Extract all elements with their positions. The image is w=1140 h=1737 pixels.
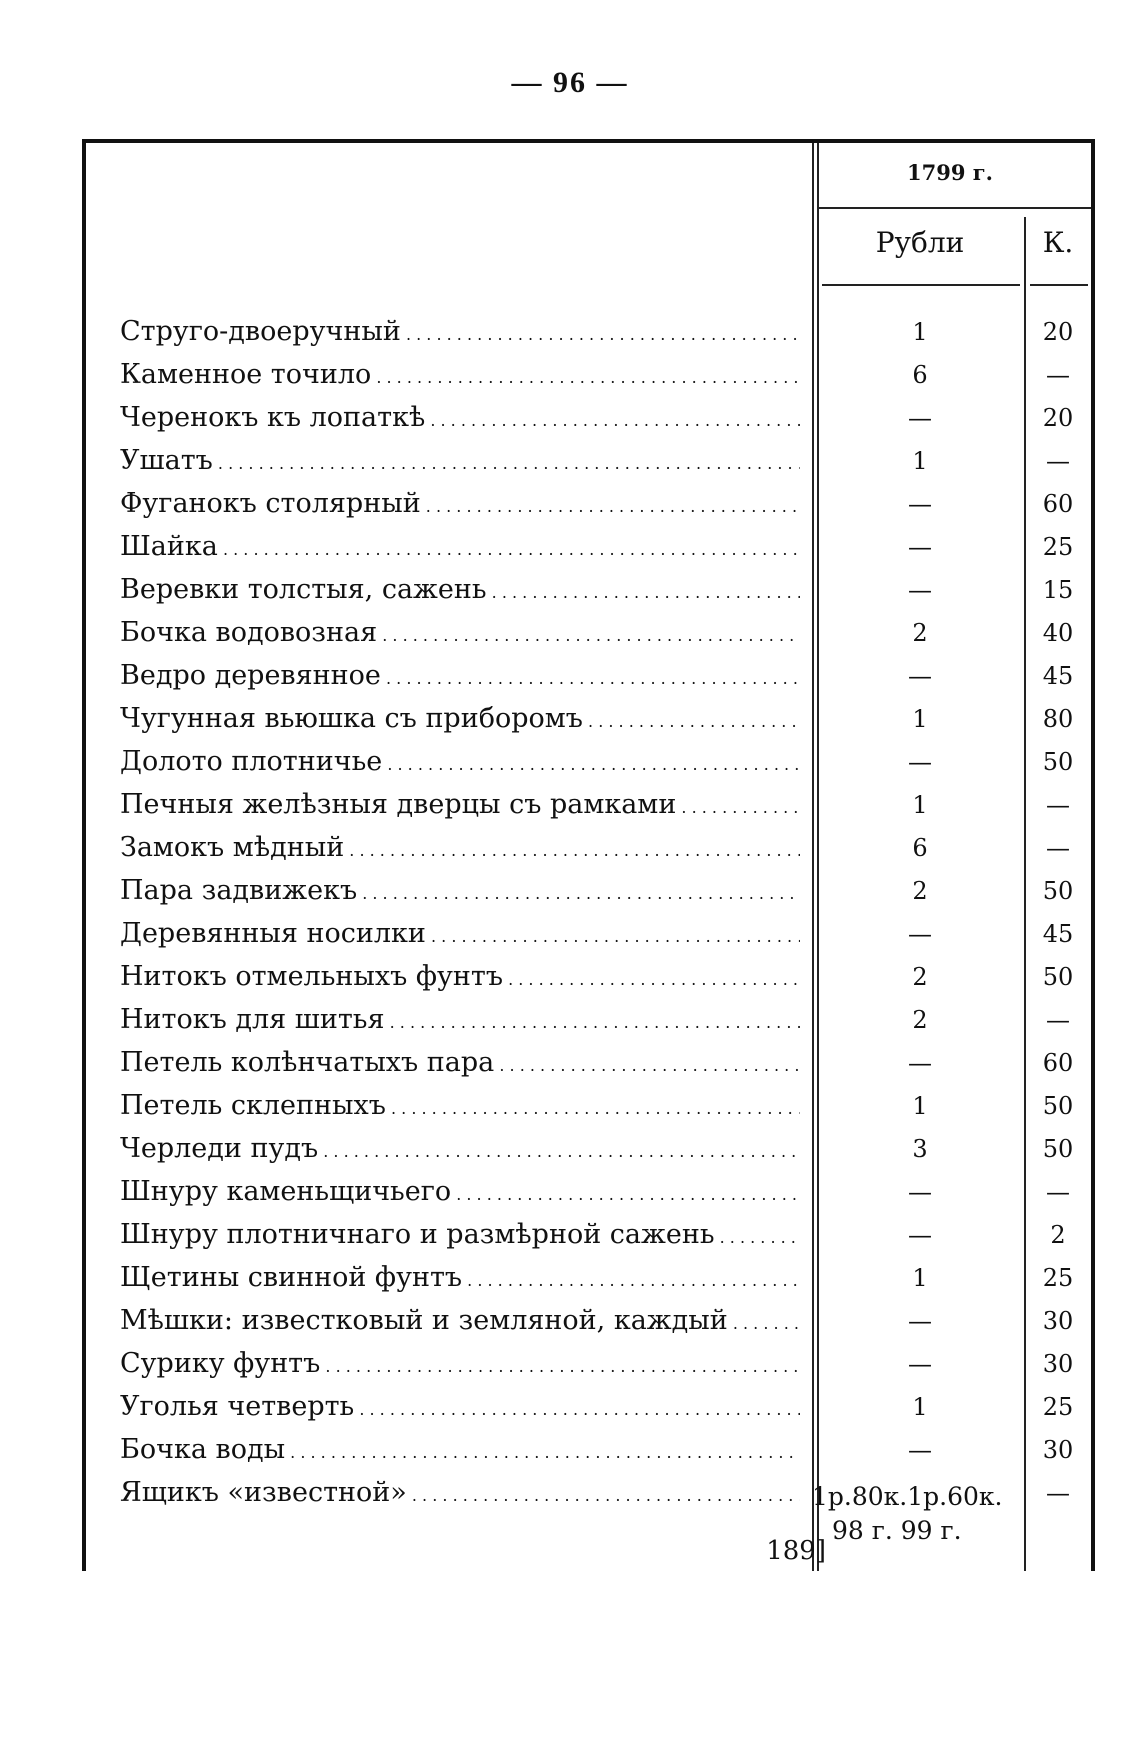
item-kopeks: 15 [1042,576,1074,604]
table-row [0,959,1140,1002]
table-row [0,1389,1140,1432]
item-kopeks: 45 [1042,920,1074,948]
item-kopeks: 30 [1042,1350,1074,1378]
item-name: Печныя желѣзныя дверцы съ рамками . . . [120,787,800,826]
item-name: Щетины свинной фунтъ . . . [120,1260,800,1299]
footnote-reference: 189] [766,1536,826,1566]
item-rubles: — [908,1221,932,1249]
item-kopeks: 25 [1042,533,1074,561]
table-top-border [82,139,1095,143]
item-name: Шнуру плотничнаго и размѣрной сажень . . . [120,1217,800,1256]
item-kopeks: 50 [1042,963,1074,991]
item-rubles: — [908,1350,932,1378]
table-row [0,1088,1140,1131]
item-kopeks: 60 [1042,490,1074,518]
item-kopeks: 40 [1042,619,1074,647]
table-row [0,787,1140,830]
item-name: Бочка водовозная . . . [120,615,800,654]
table-row [0,873,1140,916]
item-name: Деревянныя носилки . . . [120,916,800,955]
header-underline-kop [1030,284,1088,286]
table-row [0,1131,1140,1174]
item-name: Нитокъ для шитья . . . [120,1002,800,1041]
item-kopeks: — [1046,834,1070,862]
item-name: Мѣшки: известковый и земляной, каждый . . . [120,1303,800,1342]
table-row [0,1002,1140,1045]
table-row [0,572,1140,615]
item-name: Пара задвижекъ . . . [120,873,800,912]
item-name: Петель колѣнчатыхъ пара . . . [120,1045,800,1084]
table-row [0,1174,1140,1217]
last-row-prices: 1р.80к.1р.60к. [812,1482,1003,1511]
item-name: Черледи пудъ . . . [120,1131,800,1170]
item-name: Веревки толстыя, сажень . . . [120,572,800,611]
table-row [0,529,1140,572]
item-rubles: 2 [912,1006,928,1034]
item-name: Замокъ мѣдный . . . [120,830,800,869]
rubles-header: Рубли [875,226,965,259]
item-rubles: — [908,490,932,518]
item-rubles: 1 [912,447,928,475]
item-rubles: — [908,1178,932,1206]
item-kopeks: 50 [1042,1135,1074,1163]
table-row [0,1346,1140,1389]
item-name: Петель склепныхъ . . . [120,1088,800,1127]
page-number: — 96 — [511,66,629,99]
item-rubles: — [908,1049,932,1077]
year-underline [818,207,1091,209]
table-row [0,615,1140,658]
item-name: Шнуру каменьщичьего . . . [120,1174,800,1213]
last-row-years: 98 г. 99 г. [832,1516,962,1545]
item-name: Фуганокъ столярный . . . [120,486,800,525]
table-row [0,1045,1140,1088]
item-name: Ушатъ . . . [120,443,800,482]
item-rubles: — [908,748,932,776]
item-kopeks: 80 [1042,705,1074,733]
item-rubles: 1 [912,1393,928,1421]
item-kopeks: 20 [1042,318,1074,346]
item-rubles: 3 [912,1135,928,1163]
year-header: 1799 г. [907,160,993,185]
table-row [0,701,1140,744]
item-name: Шайка . . . [120,529,800,568]
table-row [0,1260,1140,1303]
item-kopeks: 45 [1042,662,1074,690]
item-rubles: 1 [912,791,928,819]
item-kopeks: 50 [1042,1092,1074,1120]
item-rubles: 1 [912,705,928,733]
table-row [0,916,1140,959]
table-body [0,314,1140,1518]
item-kopeks: 50 [1042,748,1074,776]
item-kopeks: 30 [1042,1307,1074,1335]
item-kopeks: — [1046,1479,1070,1507]
item-name: Бочка воды . . . [120,1432,800,1471]
table-row [0,1303,1140,1346]
item-name: Ведро деревянное . . . [120,658,800,697]
item-name: Чугунная вьюшка съ приборомъ . . . [120,701,800,740]
item-name: Черенокъ къ лопаткѣ . . . [120,400,800,439]
item-rubles: 1 [912,1264,928,1292]
item-name: Уголья четверть . . . [120,1389,800,1428]
item-kopeks: — [1046,791,1070,819]
item-rubles: 1 [912,1092,928,1120]
item-rubles: — [908,576,932,604]
item-rubles: 2 [912,619,928,647]
item-kopeks: — [1046,1178,1070,1206]
item-rubles: — [908,1436,932,1464]
table-row [0,830,1140,873]
kopeks-header: К. [1042,226,1074,259]
item-kopeks: 60 [1042,1049,1074,1077]
table-row [0,744,1140,787]
item-name: Ящикъ «известной» . . . [120,1475,800,1514]
header-underline-rub [822,284,1020,286]
item-name: Струго-двоеручный . . . [120,314,800,353]
item-rubles: 2 [912,877,928,905]
item-rubles: 6 [912,361,928,389]
item-name: Долото плотничье . . . [120,744,800,783]
item-rubles: 2 [912,963,928,991]
item-kopeks: 20 [1042,404,1074,432]
item-rubles: — [908,920,932,948]
table-row [0,443,1140,486]
item-rubles: — [908,662,932,690]
item-kopeks: — [1046,1006,1070,1034]
table-row [0,314,1140,357]
item-name: Нитокъ отмельныхъ фунтъ . . . [120,959,800,998]
item-kopeks: — [1046,361,1070,389]
table-row [0,658,1140,701]
table-row [0,1432,1140,1475]
item-name: Сурику фунтъ . . . [120,1346,800,1385]
item-kopeks: 25 [1042,1393,1074,1421]
item-rubles: 1 [912,318,928,346]
item-rubles: 6 [912,834,928,862]
table-row [0,357,1140,400]
item-kopeks: 2 [1050,1221,1066,1249]
item-kopeks: 30 [1042,1436,1074,1464]
item-rubles: — [908,1307,932,1335]
item-rubles: — [908,533,932,561]
table-row [0,400,1140,443]
item-kopeks: 25 [1042,1264,1074,1292]
table-row [0,486,1140,529]
table-row [0,1217,1140,1260]
item-name: Каменное точило . . . [120,357,800,396]
item-kopeks: — [1046,447,1070,475]
item-kopeks: 50 [1042,877,1074,905]
item-rubles: — [908,404,932,432]
